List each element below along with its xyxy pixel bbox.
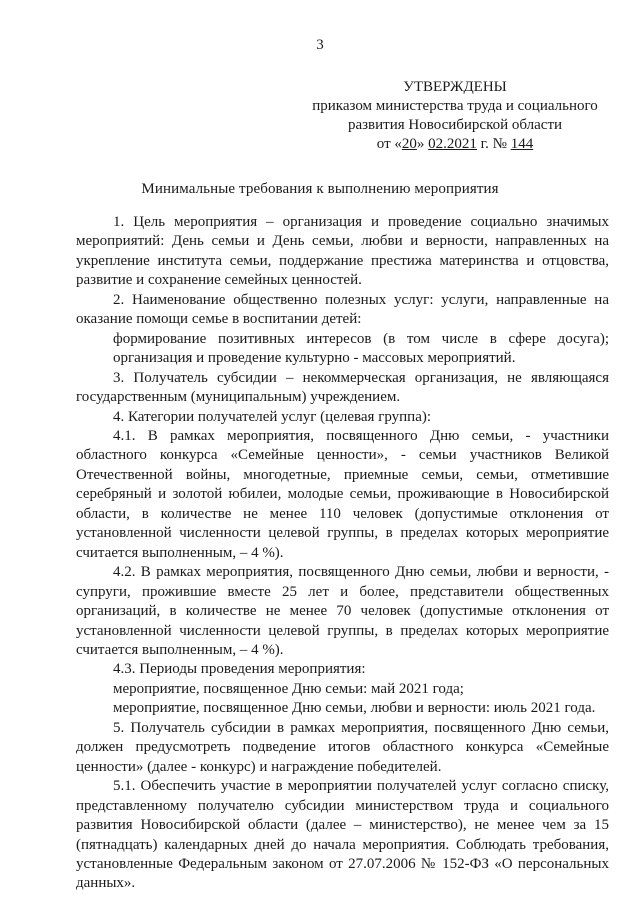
document-body bbox=[76, 213, 609, 894]
period-family-day: мероприятие, посвященное Дню семьи: май 2021 года; bbox=[113, 680, 464, 697]
date-prefix: от « bbox=[376, 136, 402, 152]
approval-block bbox=[305, 78, 605, 154]
period-family-love-day: мероприятие, посвященное Дню семьи, любви и верности: июль 2021 года. bbox=[113, 700, 596, 717]
date-day: 20 bbox=[401, 136, 417, 152]
paragraph-2-items: формирование позитивных интересов (в том числе в сфере досуга); организация и проведение культурно - массовых мероприятий. bbox=[113, 330, 609, 367]
approval-date-line bbox=[305, 135, 605, 154]
paragraph-4-2: 4.2. В рамках мероприятия, посвященного Дню семьи, любви и верности, - супруги, прожившие вместе 25 лет и более, представители общественных организаций, в количестве не менее 70 человек (допустимые отклонения от установленной численности целевой группы, в пределах которых мероприятие считается выполненным, – 4 %). bbox=[76, 564, 609, 658]
paragraph-4-1: 4.1. В рамках мероприятия, посвященного Дню семьи, - участники областного конкурса «Семейные ценности», - семьи участников Великой Отечественной войны, многодетные, приемные семьи, семьи, отметившие серебряный и золотой юбилеи, молодые семьи, проживающие в Новосибирской области, в количестве не менее 110 человек (допустимые отклонения от установленной численности целевой группы, в пределах которых мероприятие считается выполненным, – 4 %). bbox=[76, 427, 609, 561]
page-number: 3 bbox=[316, 37, 324, 53]
approval-ministry-line: развития Новосибирской области bbox=[347, 117, 563, 133]
order-number: 144 bbox=[510, 136, 534, 152]
paragraph-4-3: 4.3. Периоды проведения мероприятия: bbox=[113, 661, 366, 678]
approval-order-line: приказом министерства труда и социального bbox=[312, 98, 598, 114]
date-suffix: г. № bbox=[476, 136, 511, 152]
document-title: Минимальные требования к выполнению мероприятия bbox=[141, 181, 499, 197]
date-mid: » bbox=[416, 136, 429, 152]
approval-heading: УТВЕРЖДЕНЫ bbox=[403, 79, 507, 95]
paragraph-1: 1. Цель мероприятия – организация и проведение социально значимых мероприятий: День семьи и День семьи, любви и верности, направленных на укрепление института семьи, поддержание престижа материнства и отцовства, развитие и сохранение семейных ценностей. bbox=[76, 214, 609, 289]
paragraph-5-1: 5.1. Обеспечить участие в мероприятии получателей услуг согласно списку, представленному получателю субсидии министерством труда и социального развития Новосибирской области (далее – министерство), не менее чем за 15 (пятнадцать) календарных дней до начала мероприятия. Соблюдать требования, установленные Федеральным законом от 27.07.2006 № 152-ФЗ «О персональных данных». bbox=[76, 778, 609, 892]
paragraph-4: 4. Категории получателей услуг (целевая группа): bbox=[113, 408, 432, 425]
date-month-year: 02.2021 bbox=[428, 136, 477, 152]
paragraph-3: 3. Получатель субсидии – некоммерческая организация, не являющаяся государственным (муниципальным) учреждением. bbox=[76, 369, 609, 406]
paragraph-2: 2. Наименование общественно полезных услуг: услуги, направленные на оказание помощи семье в воспитании детей: bbox=[76, 291, 609, 328]
paragraph-5: 5. Получатель субсидии в рамках мероприятия, посвященного Дню семьи, должен предусмотреть подведение итогов областного конкурса «Семейные ценности» (далее - конкурс) и награждение победителей. bbox=[76, 719, 609, 775]
